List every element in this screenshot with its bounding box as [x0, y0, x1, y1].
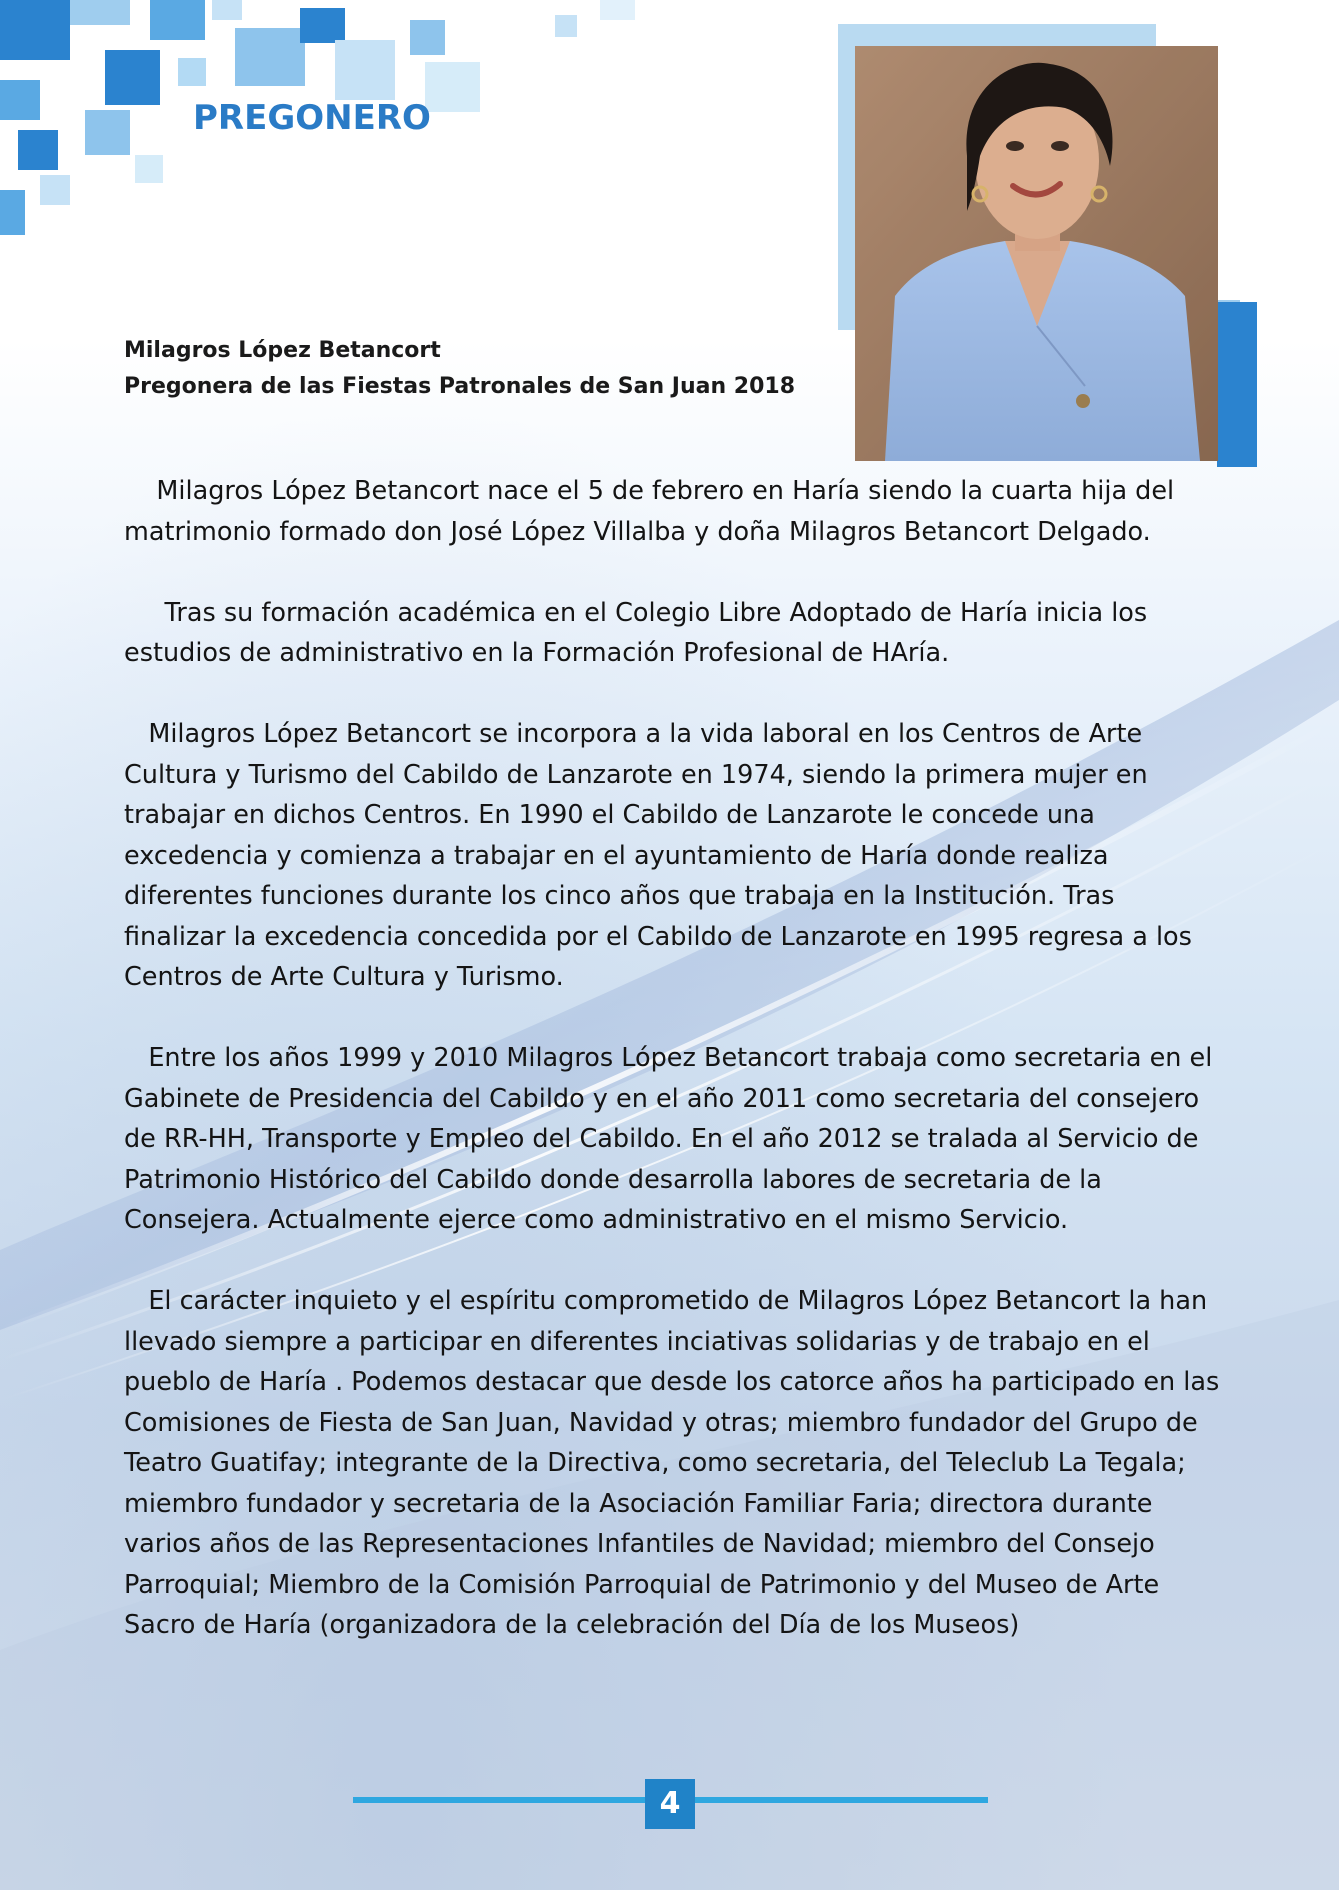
paragraph-3: Milagros López Betancort se incorpora a la vida laboral en los Centros de Arte Cultura y Turismo del Cabildo de Lanzarote en 1974, siendo la primera mujer en trabajar en dichos Centros. En 1990 el Cabildo de Lanzarote le concede una excedencia y comienza a trabajar en el ayuntamiento de Haría donde realiza diferentes funciones durante los cinco años que trabaja en la Institución. Tras finalizar la excedencia concedida por el Cabildo de Lanzarote en 1995 regresa a los Centros de Arte Cultura y Turismo. [124, 719, 1192, 992]
photo-caption [124, 333, 795, 405]
caption-role: Pregonera de las Fiestas Patronales de San Juan 2018 [124, 374, 796, 399]
portrait-photo [855, 46, 1218, 461]
section-title: PREGONERO [193, 98, 431, 138]
page-number: 4 [645, 1779, 695, 1829]
caption-name: Milagros López Betancort [124, 338, 441, 363]
paragraph-2: Tras su formación académica en el Colegio Libre Adoptado de Haría inicia los estudios de administrativo en la Formación Profesional de HAría. [124, 597, 1148, 668]
photo-frame-decor-right [1217, 302, 1257, 467]
biography-text [124, 471, 1224, 1686]
paragraph-5: El carácter inquieto y el espíritu comprometido de Milagros López Betancort la han llevado siempre a participar en diferentes inciativas solidarias y de trabajo en el pueblo de Haría . Podemos destacar que desde los catorce años ha participado en las Comisiones de Fiesta de San Juan, Navidad y otras; miembro fundador del Grupo de Teatro Guatifay; integrante de la Directiva, como secretaria, del Teleclub La Tegala; miembro fundador y secretaria de la Asociación Familiar Faria; directora durante varios años de las Representaciones Infantiles de Navidad; miembro del Consejo Parroquial; Miembro de la Comisión Parroquial de Patrimonio y del Museo de Arte Sacro de Haría (organizadora de la celebración del Día de los Museos) [124, 1286, 1220, 1640]
paragraph-1: Milagros López Betancort nace el 5 de febrero en Haría siendo la cuarta hija del matrimonio formado don José López Villalba y doña Milagros Betancort Delgado. [124, 476, 1175, 547]
paragraph-4: Entre los años 1999 y 2010 Milagros López Betancort trabaja como secretaria en el Gabinete de Presidencia del Cabildo y en el año 2011 como secretaria del consejero de RR-HH, Transporte y Empleo del Cabildo. En el año 2012 se tralada al Servicio de Patrimonio Histórico del Cabildo donde desarrolla labores de secretaria de la Consejera. Actualmente ejerce como administrativo en el mismo Servicio. [124, 1043, 1213, 1235]
